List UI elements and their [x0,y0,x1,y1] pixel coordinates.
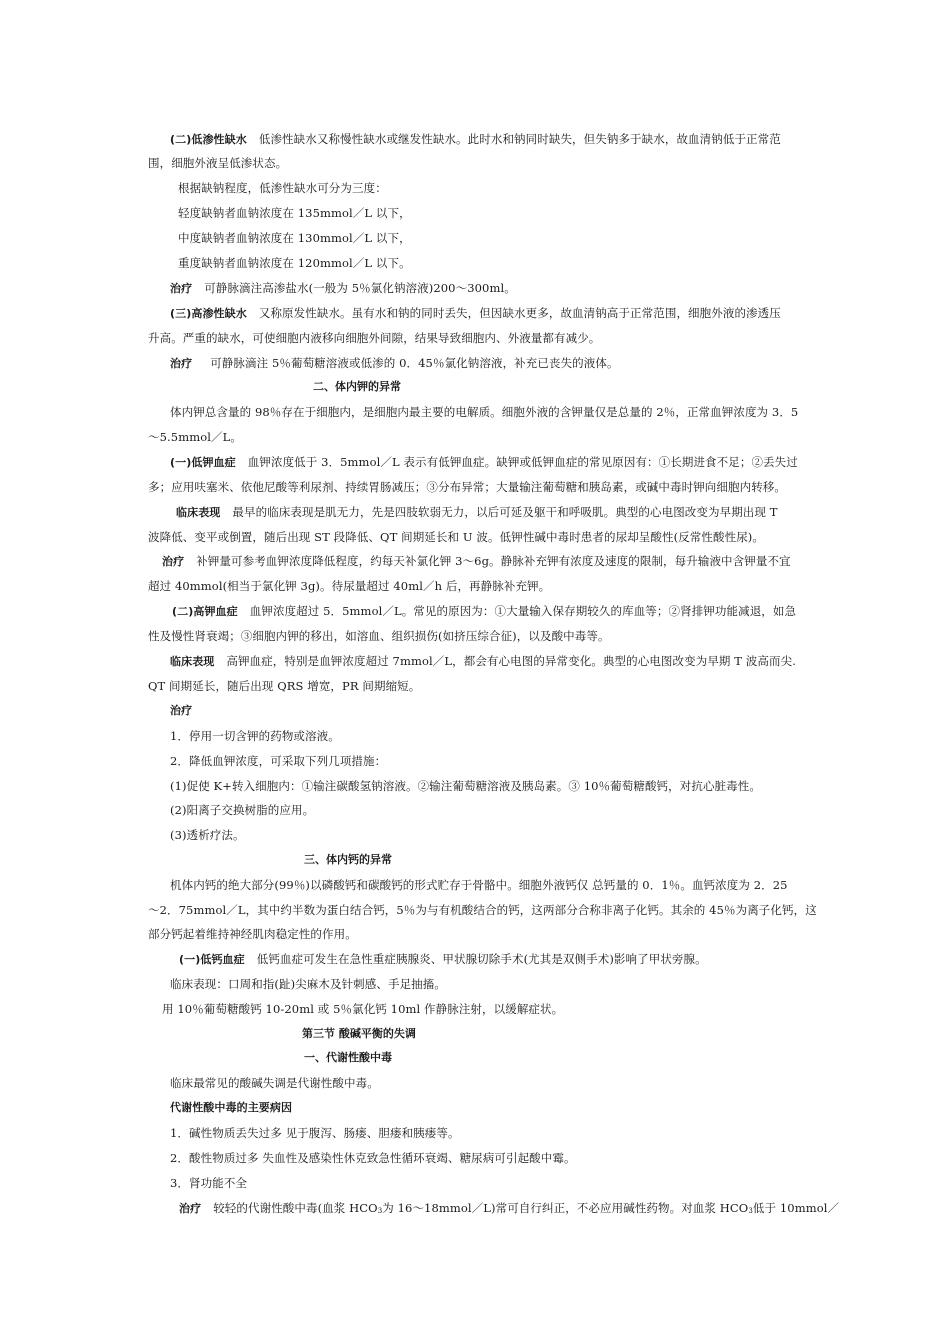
chapter-section-title: 第三节 酸碱平衡的失调 [302,1027,416,1040]
text-hypokalemia-1: 血钾浓度低于 3．5mmol／L 表示有低钾血症。缺钾或低钾血症的常见原因有：①长期进食不足；②丢失过 [247,455,798,469]
subsection-title-metabolic-acidosis: 一、代谢性酸中毒 [304,1051,392,1064]
text-acidosis-treatment-a: 较轻的代谢性酸中毒(血浆 HCO [213,1201,378,1215]
list-item-step-2: 2．降低血钾浓度，可采取下列几项措施： [170,754,387,768]
heading-high-osmotic: (三)高渗性缺水 [170,307,247,320]
list-item-cause-2: 2．酸性物质过多 失血性及感染性休克致急性循环衰竭、糖尿病可引起酸中霉。 [170,1151,576,1165]
text-treatment: 可静脉滴注 5％葡萄糖溶液或低渗的 0．45％氯化钠溶液，补充已丧失的液体。 [210,356,619,370]
text-degree-mild: 轻度缺钠者血钠浓度在 135mmol／L 以下， [178,206,411,220]
list-item-sub-2: (2)阳离子交换树脂的应用。 [170,803,315,817]
paragraph-low-osmotic [170,131,781,148]
heading-hypocalcemia: (一)低钙血症 [179,953,245,966]
paragraph-acidosis-treatment [179,1200,839,1219]
text-degree-moderate: 中度缺钠者血钠浓度在 130mmol／L 以下， [178,231,411,245]
label-treatment: 治疗 [179,1202,202,1215]
text-hyperkalemia-1: 血钾浓度超过 5．5mmol／L。常见的原因为：①大量输入保存期较久的库血等；②肾排钾功能减退，如急 [249,604,797,618]
paragraph-hypokalemia-clinical [176,504,778,521]
subscript-3: 3 [748,1207,753,1215]
label-clinical: 临床表现 [170,655,215,668]
list-item-sub-3: (3)透析疗法。 [170,828,245,842]
paragraph-hypokalemia-treatment [162,553,791,570]
text-acidosis-treatment-b: 为 16～18mmol／L)常可自行纠正，不必应用碱性药物。对血浆 HCO [382,1201,749,1215]
text-hypocalcemia-clinical: 临床表现：口周和指(趾)尖麻木及针刺感、手足抽搐。 [170,977,446,991]
subscript-3: 3 [377,1207,383,1215]
text-hyperkalemia-clinical-2: QT 间期延长，随后出现 QRS 增宽，PR 间期缩短。 [148,679,421,693]
list-item-cause-1: 1．碱性物质丢失过多 见于腹泻、肠瘘、胆瘘和胰瘘等。 [170,1126,460,1140]
text-degree-intro: 根据缺钠程度，低渗性缺水可分为三度： [178,181,387,195]
paragraph-high-osmotic-treatment [170,355,619,372]
text-hypocalcemia-1: 低钙血症可发生在急性重症胰腺炎、甲状腺切除手术(尤其是双侧手术)影响了甲状旁腺。 [256,952,707,966]
section-title-potassium: 二、体内钾的异常 [313,380,401,393]
heading-hypokalemia: (一)低钾血症 [170,456,236,469]
text-high-osmotic-1: 又称原发性缺水。虽有水和钠的同时丢失，但因缺水更多，故血清钠高于正常范围，细胞外液的渗透压 [258,306,781,320]
paragraph-hyperkalemia-clinical [170,653,796,670]
text-calcium-intro-1: 机体内钙的绝大部分(99％)以磷酸钙和碳酸钙的形式贮存于骨骼中。细胞外液钙仅 总钙量的 0．1％。血钙浓度为 2．25 [170,878,788,892]
text-hyperkalemia-2: 性及慢性肾衰竭；③细胞内钾的移出，如溶血、组织损伤(如挤压综合征)，以及酸中毒等。 [148,629,610,643]
text-low-osmotic-1: 低渗性缺水又称慢性缺水或继发性缺水。此时水和钠同时缺失，但失钠多于缺水，故血清钠低于正常范 [258,132,781,146]
paragraph-low-osmotic-treatment [170,280,516,297]
text-high-osmotic-2: 升高。严重的缺水，可使细胞内液移向细胞外间隙，结果导致细胞内、外液量都有减少。 [148,331,601,345]
list-item-cause-3: 3．肾功能不全 [170,1176,248,1190]
list-item-sub-1: (1)促使 K+转入细胞内：①输注碳酸氢钠溶液。②输注葡萄糖溶液及胰岛素。③ 10％葡萄糖酸钙，对抗心脏毒性。 [170,779,761,793]
label-treatment: 治疗 [162,555,185,568]
label-treatment: 治疗 [170,357,193,370]
heading-hyperkalemia: (二)高钾血症 [172,605,238,618]
paragraph-hypokalemia [170,454,798,471]
text-hypokalemia-2: 多；应用呋塞米、依他尼酸等利尿剂、持续胃肠减压；③分布异常；大量输注葡萄糖和胰岛素，或碱中毒时钾向细胞内转移。 [148,480,786,494]
text-hypokalemia-clinical-1: 最早的临床表现是肌无力，先是四肢软弱无力，以后可延及躯干和呼吸肌。典型的心电图改变为早期出现 T [232,505,778,519]
text-acid-base-intro: 临床最常见的酸碱失调是代谢性酸中毒。 [170,1076,379,1090]
text-calcium-intro-2: ～2．75mmol／L，其中约半数为蛋白结合钙，5％为与有机酸结合的钙，这两部分合称非离子化钙。其余的 45％为离子化钙，这 [148,903,817,917]
text-hypokalemia-treatment-1: 补钾量可参考血钾浓度降低程度，约每天补氯化钾 3～6g。静脉补充钾有浓度及速度的限制，每升输液中含钾量不宜 [196,554,791,568]
label-treatment: 治疗 [170,282,193,295]
paragraph-hypocalcemia [179,951,707,968]
text-acidosis-treatment-c: 低于 10mmol／ [752,1201,840,1215]
text-hyperkalemia-clinical-1: 高钾血症，特别是血钾浓度超过 7mmol／L，都会有心电图的异常变化。典型的心电图改变为早期 T 波高而尖. [226,654,796,668]
label-clinical: 临床表现 [176,506,221,519]
paragraph-hyperkalemia [172,603,796,620]
heading-acidosis-causes: 代谢性酸中毒的主要病因 [170,1101,293,1114]
text-potassium-intro-1: 体内钾总含量的 98％存在于细胞内，是细胞内最主要的电解质。细胞外液的含钾量仅是总量的 2％，正常血钾浓度为 3．5 [170,405,799,419]
text-hypokalemia-clinical-2: 波降低、变平或倒置，随后出现 ST 段降低、QT 间期延长和 U 波。低钾性碱中毒时患者的尿却呈酸性(反常性酸性尿)。 [148,530,764,544]
text-low-osmotic-2: 围，细胞外液呈低渗状态。 [148,156,288,170]
text-degree-severe: 重度缺钠者血钠浓度在 120mmol／L 以下。 [178,256,411,270]
label-treatment: 治疗 [170,704,193,717]
list-item-step-1: 1．停用一切含钾的药物或溶液。 [170,729,340,743]
text-calcium-intro-3: 部分钙起着维持神经肌肉稳定性的作用。 [148,927,357,941]
section-title-calcium: 三、体内钙的异常 [304,853,392,866]
heading-low-osmotic: (二)低渗性缺水 [170,133,247,146]
paragraph-high-osmotic [170,305,781,322]
text-hypokalemia-treatment-2: 超过 40mmol(相当于氯化钾 3g)。待尿量超过 40ml／h 后，再静脉补充钾。 [148,579,551,593]
text-treatment: 可静脉滴注高渗盐水(一般为 5％氯化钠溶液)200～300ml。 [204,281,516,295]
text-potassium-intro-2: ～5.5mmol／L。 [148,430,242,444]
text-hypocalcemia-treatment: 用 10％葡萄糖酸钙 10-20ml 或 5％氯化钙 10ml 作静脉注射，以缓解症状。 [162,1002,564,1016]
